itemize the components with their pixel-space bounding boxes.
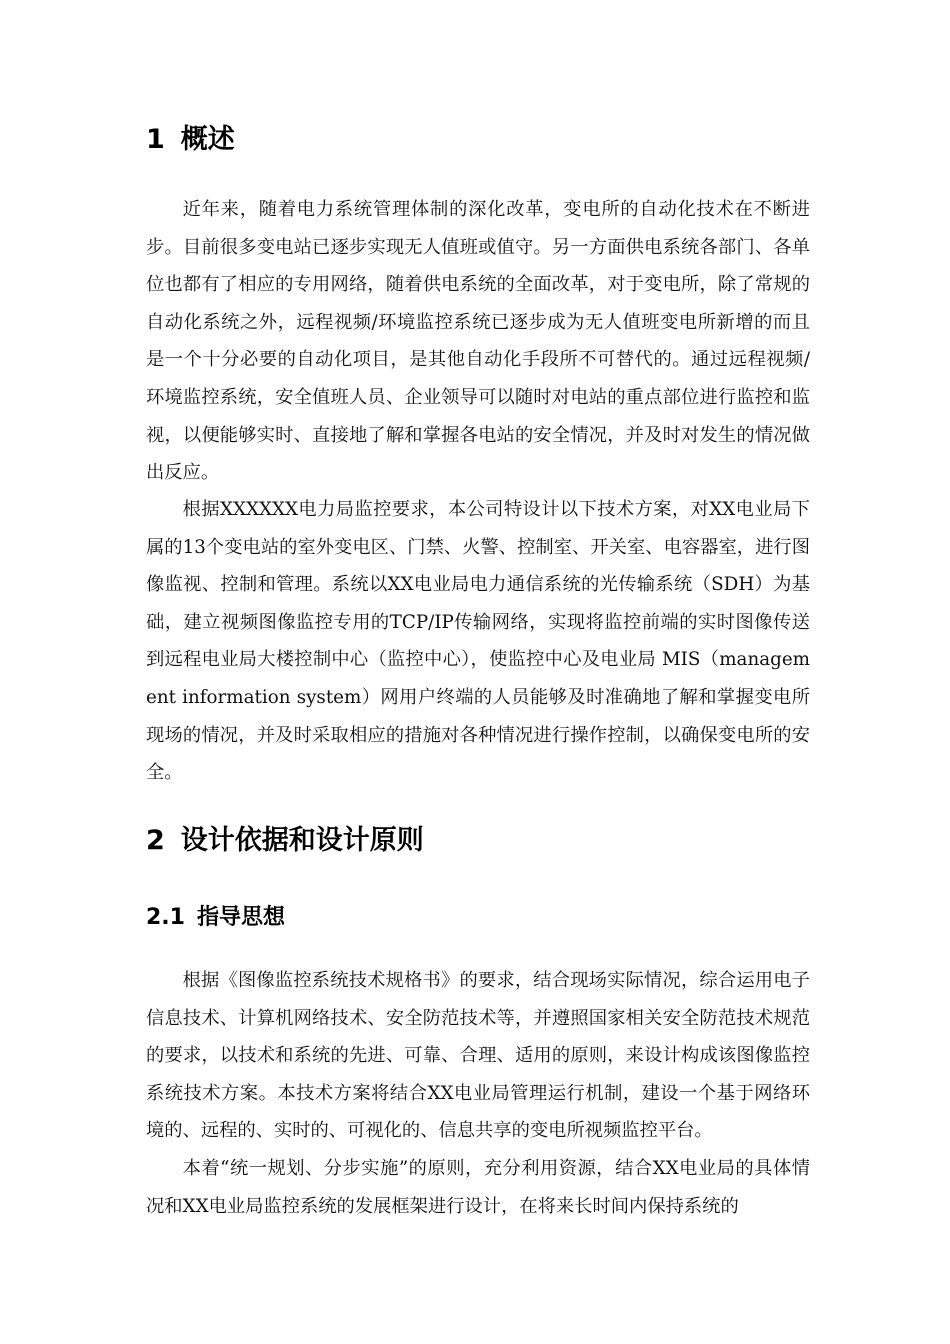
section-2-1-paragraph-1: 根据《图像监控系统技术规格书》的要求，结合现场实际情况，综合运用电子信息技术、计算机网络技术、安全防范技术等，并遵照国家相关安全防范技术规范的要求，以技术和系统的先进、可靠、合理、适用的原则，来设计构成该图像监控系统技术方案。本技术方案将结合XX电业局管理运行机制，建设一个基于网络环境的、远程的、实时的、可视化的、信息共享的变电所视频监控平台。 [146, 970, 810, 1142]
section-number: 2 [146, 825, 165, 856]
section-number: 1 [146, 124, 165, 155]
section-1-paragraph-2: 根据XXXXXX电力局监控要求，本公司特设计以下技术方案，对XX电业局下属的13个变电站的室外变电区、门禁、火警、控制室、开关室、电容器室，进行图像监视、控制和管理。系统以XX电业局电力通信系统的光传输系统（SDH）为基础，建立视频图像监控专用的TCP/IP传输网络，实现将监控前端的实时图像传送到远程电业局大楼控制中心（监控中心），使监控中心及电业局 MIS（management information system）网用户终端的人员能够及时准确地了解和掌握变电所现场的情况，并及时采取相应的措施对各种情况进行操作控制，以确保变电所的安全。 [146, 499, 810, 784]
section-2-1-paragraph-2: 本着“统一规划、分步实施”的原则，充分利用资源，结合XX电业局的具体情况和XX电业局监控系统的发展框架进行设计，在将来长时间内保持系统的 [146, 1158, 810, 1217]
section-1-paragraph-1: 近年来，随着电力系统管理体制的深化改革，变电所的自动化技术在不断进步。目前很多变电站已逐步实现无人值班或值守。另一方面供电系统各部门、各单位也都有了相应的专用网络，随着供电系统的全面改革，对于变电所，除了常规的自动化系统之外，远程视频/环境监控系统已逐步成为无人值班变电所新增的而且是一个十分必要的自动化项目，是其他自动化手段所不可替代的。通过远程视频/环境监控系统，安全值班人员、企业领导可以随时对电站的重点部位进行监控和监视，以便能够实时、直接地了解和掌握各电站的安全情况，并及时对发生的情况做出反应。 [146, 199, 810, 484]
section-title: 概述 [180, 124, 235, 155]
section-2-1-heading [146, 904, 285, 932]
section-number: 2.1 [146, 905, 185, 930]
section-title: 指导思想 [196, 905, 285, 930]
section-1-heading [146, 124, 235, 156]
section-2-heading [146, 825, 424, 857]
section-title: 设计依据和设计原则 [180, 825, 424, 856]
